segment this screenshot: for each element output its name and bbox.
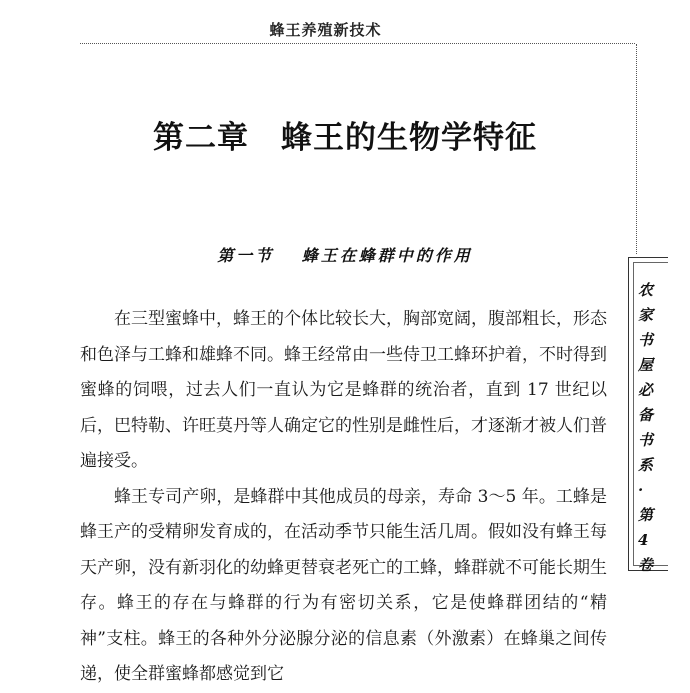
side-tab-text — [638, 278, 664, 578]
side-tab-char: 书 — [638, 431, 654, 449]
body-text — [80, 302, 607, 693]
series-side-tab — [628, 257, 668, 574]
header-rule — [80, 43, 635, 44]
side-tab-char: 农 — [638, 281, 654, 299]
side-tab-char: 必 — [638, 381, 654, 399]
section-title: 第一节 蜂王在蜂群中的作用 — [217, 246, 473, 265]
side-tab-char: 4 — [638, 531, 649, 549]
side-tab-char: 第 — [638, 506, 654, 524]
side-tab-char: · — [638, 481, 644, 499]
side-tab-char: 卷 — [638, 556, 654, 574]
side-tab-char: 家 — [638, 306, 654, 324]
side-tab-char: 备 — [638, 406, 654, 424]
side-tab-char: 系 — [638, 456, 654, 474]
side-tab-char: 书 — [638, 331, 654, 349]
paragraph: 蜂王专司产卵，是蜂群中其他成员的母亲，寿命 3～5 年。工蜂是蜂王产的受精卵发育成的，在活动季节只能生活几周。假如没有蜂王每天产卵，没有新羽化的幼蜂更替衰老死亡的工蜂，蜂群就不可能长期生存。蜂王的存在与蜂群的行为有密切关系，它是使蜂群团结的“精神”支柱。蜂王的各种外分泌腺分泌的信息素（外激素）在蜂巢之间传递，使全群蜜蜂都感觉到它 — [80, 486, 607, 684]
running-header: 蜂王养殖新技术 — [269, 21, 382, 39]
chapter-title: 第二章 蜂王的生物学特征 — [153, 120, 537, 156]
paragraph: 在三型蜜蜂中，蜂王的个体比较长大，胸部宽阔，腹部粗长，形态和色泽与工蜂和雄蜂不同。蜂王经常由一些侍卫工蜂环护着，不时得到蜜蜂的饲喂，过去人们一直认为它是蜂群的统治者，直到 17 世纪以后，巴特勒、许旺莫丹等人确定它的性别是雌性后，才逐渐才被人们普遍接受。 — [80, 309, 607, 471]
side-tab-char: 屋 — [638, 356, 654, 374]
